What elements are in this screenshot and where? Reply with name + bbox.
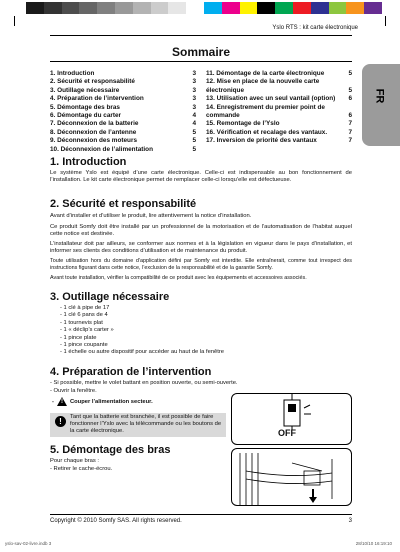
toc-entry-label: 16. Vérification et recalage des vantaux. <box>206 128 328 136</box>
toc-entry-label: électronique <box>206 86 244 94</box>
color-swatch <box>79 2 97 14</box>
warning-icon <box>57 397 67 406</box>
language-tab <box>362 64 400 146</box>
preparation-line-2: - Ouvrir la fenêtre. <box>50 388 97 394</box>
battery-notice <box>50 413 226 437</box>
toc-entry-page: 7 <box>348 120 352 128</box>
color-swatch <box>62 2 80 14</box>
toc-entry[interactable] <box>206 70 352 78</box>
tool-item: - 1 échelle ou autre dispositif pour accéder au haut de la fenêtre <box>60 349 225 356</box>
color-swatch <box>257 2 275 14</box>
toc-entry-page: 3 <box>192 70 196 77</box>
copyright: Copyright © 2010 Somfy SAS. All rights reserved. <box>50 518 182 524</box>
toc-entry[interactable] <box>50 120 196 128</box>
toc-entry-label: 5. Démontage des bras <box>50 103 120 111</box>
securite-text-2: Ce produit Somfy doit être installé par un professionnel de la motorisation et de l’automatisation de l’habitat auquel cette notice est destinée. <box>50 224 352 238</box>
header-title: Yslo RTS : kit carte électronique <box>272 25 358 31</box>
color-swatch <box>168 2 186 14</box>
toc-entry-page: 5 <box>192 137 196 145</box>
toc-entry-page: 4 <box>192 120 196 128</box>
section-heading-preparation: 4. Préparation de l’intervention <box>50 366 212 378</box>
color-calibration-strip <box>26 2 382 14</box>
toc-entry-label: 15. Remontage de l’Yslo <box>206 120 280 128</box>
section-heading-demontage-bras: 5. Démontage des bras <box>50 444 171 456</box>
tool-item: - 1 clé 6 pans de 4 <box>60 312 108 319</box>
color-swatch <box>133 2 151 14</box>
color-swatch <box>151 2 169 14</box>
breaker-off-label: OFF <box>278 428 296 438</box>
color-swatch <box>293 2 311 14</box>
color-swatch <box>204 2 222 14</box>
toc-entry-page <box>348 78 352 86</box>
color-swatch <box>186 2 204 14</box>
toc-entry[interactable] <box>50 95 196 103</box>
title-rule <box>50 61 352 62</box>
toc-entry[interactable] <box>50 87 196 95</box>
toc-entry-label: 2. Sécurité et responsabilité <box>50 78 135 86</box>
footer-rule <box>50 514 352 515</box>
power-warning: - ! Couper l’alimentation secteur. <box>52 397 153 406</box>
toc-entry-page: 5 <box>192 145 196 153</box>
toc-entry-page: 5 <box>348 86 352 94</box>
toc-entry-label: 3. Outillage nécessaire <box>50 86 120 94</box>
toc-entry[interactable] <box>206 137 352 145</box>
section-heading-securite: 2. Sécurité et responsabilité <box>50 198 197 210</box>
crop-mark <box>14 16 15 26</box>
color-swatch <box>240 2 258 14</box>
page-number: 3 <box>348 518 352 524</box>
toc-entry[interactable] <box>206 120 352 128</box>
toc-entry[interactable] <box>206 78 352 86</box>
toc-entry-label: 12. Mise en place de la nouvelle carte <box>206 78 320 86</box>
toc-left-column <box>50 70 196 154</box>
color-swatch <box>275 2 293 14</box>
toc-entry-page: 5 <box>192 128 196 136</box>
slug-file: yslo-sav-02-livre.indb 3 <box>5 541 52 546</box>
circuit-breaker-icon <box>232 394 353 446</box>
toc-entry[interactable] <box>50 146 196 154</box>
bras-line-2: - Retirer le cache-écrou. <box>50 466 113 472</box>
language-label: FR <box>373 88 386 104</box>
toc-entry[interactable] <box>50 78 196 86</box>
tool-item: - 1 pince plate <box>60 334 97 341</box>
toc-entry[interactable] <box>50 137 196 145</box>
tool-item: - 1 clé à pipe de 17 <box>60 305 110 311</box>
toc-entry[interactable] <box>50 112 196 120</box>
arm-nut-cover-illustration <box>231 448 352 506</box>
page-title: Sommaire <box>171 45 231 59</box>
toc-entry-label: 6. Démontage du carter <box>50 112 122 120</box>
toc-entry[interactable] <box>50 70 196 78</box>
toc-entry-page: 6 <box>348 95 352 103</box>
color-swatch <box>311 2 329 14</box>
color-swatch <box>115 2 133 14</box>
toc-entry-label: commande <box>206 112 240 120</box>
tool-item: - 1 « déclip’s carter » <box>60 327 114 334</box>
info-icon: ! <box>55 416 66 427</box>
toc-entry-label: 1. Introduction <box>50 70 95 77</box>
toc-entry-page: 7 <box>348 128 352 136</box>
power-warning-text: Couper l’alimentation secteur. <box>69 398 153 405</box>
toc-right-column <box>206 70 352 146</box>
tool-item: - 1 tournevis plat <box>60 319 103 326</box>
toc-entry[interactable] <box>206 87 352 95</box>
slug-date: 28/10/10 16:19:10 <box>355 541 392 546</box>
securite-text-5: Avant toute installation, vérifier la compatibilité de ce produit avec les équipements et accessoires associés. <box>50 275 307 281</box>
toc-entry-label: 13. Utilisation avec un seul vantail (option) <box>206 95 336 103</box>
arm-nut-diagram <box>232 449 353 507</box>
section-heading-outillage: 3. Outillage nécessaire <box>50 291 170 303</box>
header-rule <box>50 35 352 36</box>
toc-entry[interactable] <box>206 95 352 103</box>
toc-entry[interactable] <box>206 104 352 112</box>
introduction-text: Le système Yslo est équipé d’une carte électronique. Celle-ci est indispensable au bon fonctionnement de l’installation. Le kit carte électronique permet de remplacer celle-ci lorsqu’elle est défectueuse. <box>50 170 352 184</box>
toc-entry-page: 3 <box>192 78 196 86</box>
color-swatch <box>222 2 240 14</box>
toc-entry-page: 7 <box>348 137 352 145</box>
color-swatch <box>44 2 62 14</box>
toc-entry-label: 11. Démontage de la carte électronique <box>206 70 325 77</box>
crop-mark <box>385 16 386 26</box>
circuit-breaker-illustration <box>231 393 352 445</box>
battery-notice-text: Tant que la batterie est branchée, il est possible de faire fonctionner l’Yslo avec la télécommande ou les boutons de la carte électronique. <box>70 414 222 434</box>
toc-entry-page: 4 <box>192 112 196 120</box>
section-heading-introduction: 1. Introduction <box>50 156 127 168</box>
toc-entry-label: 4. Préparation de l’intervention <box>50 95 144 103</box>
toc-entry-page <box>348 104 352 112</box>
color-swatch <box>97 2 115 14</box>
tool-item: - 1 pince coupante <box>60 342 108 349</box>
toc-entry-page: 3 <box>192 95 196 103</box>
toc-entry-page: 5 <box>348 70 352 77</box>
color-swatch <box>346 2 364 14</box>
toc-entry-page: 3 <box>192 103 196 111</box>
toc-entry-label: 10. Déconnexion de l’alimentation <box>50 145 153 153</box>
toc-entry-label: 17. Inversion de priorité des vantaux <box>206 137 317 145</box>
toc-entry-label: 8. Déconnexion de l’antenne <box>50 128 137 136</box>
toc-entry-page: 3 <box>192 86 196 94</box>
toc-entry[interactable] <box>50 129 196 137</box>
toc-entry[interactable] <box>206 129 352 137</box>
toc-entry-label: 7. Déconnexion de la batterie <box>50 120 139 128</box>
securite-text-4: Toute utilisation hors du domaine d’application défini par Somfy est interdite. Elle entraînerait, comme tout irrespect des instructions figurant dans cette notice, l’exclusion de la responsabilité et de la garantie Somfy. <box>50 258 352 272</box>
securite-text-1: Avant d’installer et d’utiliser le produit, lire attentivement la notice d’installation. <box>50 213 252 219</box>
tools-list <box>60 305 224 357</box>
color-swatch <box>329 2 347 14</box>
color-swatch <box>26 2 44 14</box>
color-swatch <box>364 2 382 14</box>
toc-entry[interactable] <box>206 112 352 120</box>
toc-entry[interactable] <box>50 104 196 112</box>
bras-line-1: Pour chaque bras : <box>50 458 99 464</box>
toc-entry-label: 9. Déconnexion des moteurs <box>50 137 138 145</box>
toc-entry-page: 6 <box>348 112 352 120</box>
securite-text-3: L’installateur doit par ailleurs, se conformer aux normes et à la législation en vigueur dans le pays d’installation, et informer ses clients des conditions d’utilisation et de maintenance du produit. <box>50 241 352 255</box>
toc-entry-label: 14. Enregistrement du premier point de <box>206 103 325 111</box>
preparation-line-1: - Si possible, mettre le volet battant en position ouverte, ou semi-ouverte. <box>50 380 238 386</box>
